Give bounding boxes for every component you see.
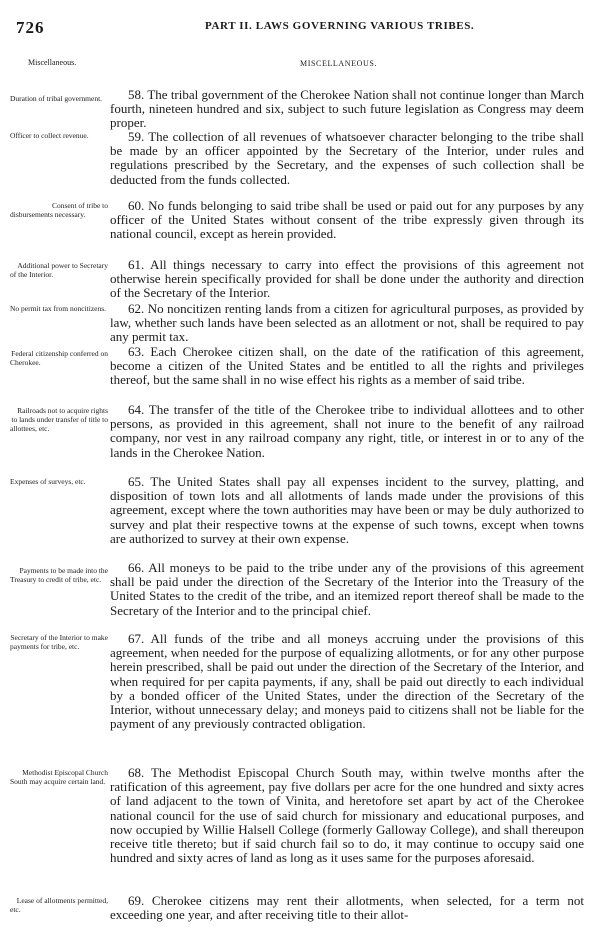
side-note-59: Officer to collect revenue.	[10, 131, 89, 140]
paragraph-68: 68. The Methodist Episcopal Church South may, within twelve months after the ratification of this agreement, pay five dollars per acre for the one hundred and sixty acres of land adjacent to the town of Vinita, and heretofore set apart by act of the Cherokee national council for the use of said church for missionary and educational purposes, and now occupied by Willie Halsell College (formerly Galloway College), and shall thereupon receive title thereto; but if said church fail so to do, it may continue to occupy said one hundred and sixty acres of land as long as it uses same for the purposes aforesaid.	[110, 765, 584, 866]
paragraph-58: 58. The tribal government of the Cherokee Nation shall not continue longer than March fourth, nineteen hundred and six, subject to such future legislation as Congress may deem proper.	[110, 87, 584, 131]
section-heading: MISCELLANEOUS.	[300, 59, 378, 68]
side-note-62: No permit tax from noncitizens.	[10, 304, 107, 313]
side-note-65: Expenses of surveys, etc.	[10, 477, 86, 486]
paragraph-59: 59. The collection of all revenues of whatsoever character belonging to the tribe shall be made by an officer appointed by the Secretary of the Interior, under rules and regulations prescribed by the Secretary, and the expenses of such collection shall be deducted from the funds collected.	[110, 129, 584, 187]
side-note-64: Railroads not to acquire rights to lands under transfer of title to allottees, etc.	[10, 406, 108, 433]
side-note-60: Consent of tribe to disbursements necessary.	[10, 201, 108, 219]
side-note-67: Secretary of the Interior to make payments for tribe, etc.	[10, 633, 108, 651]
paragraph-66: 66. All moneys to be paid to the tribe under any of the provisions of this agreement shall be paid under the direction of the Secretary of the Interior into the Treasury of the United States to the credit of the tribe, and an itemized report thereof shall be made to the Secretary of the Interior and to the principal chief.	[110, 560, 584, 618]
paragraph-61: 61. All things necessary to carry into effect the provisions of this agreement not otherwise herein specifically provided for shall be done under the authority and direction of the Secretary of the Interior.	[110, 257, 584, 301]
side-note-61: Additional power to Secretary of the Interior.	[10, 261, 108, 279]
side-note-63: Federal citizenship conferred on Cherokee.	[10, 349, 108, 367]
paragraph-63: 63. Each Cherokee citizen shall, on the date of the ratification of this agreement, become a citizen of the United States and be entitled to all the rights and privileges thereof, but the same shall in no wise effect his rights as a member of said tribe.	[110, 344, 584, 388]
paragraph-62: 62. No noncitizen renting lands from a citizen for agricultural purposes, as provided by law, whether such lands have been selected as an allotment or not, shall be required to pay any permit tax.	[110, 301, 584, 345]
paragraph-60: 60. No funds belonging to said tribe shall be used or paid out for any purposes by any officer of the United States without consent of the tribe expressly given through its national council, except as herein provided.	[110, 198, 584, 242]
paragraph-64: 64. The transfer of the title of the Cherokee tribe to individual allottees and to other persons, as provided in this agreement, shall not inure to the benefit of any railroad company, nor vest in any railroad company any right, title, or interest in or to any of the lands in the Cherokee Nation.	[110, 402, 584, 460]
paragraph-65: 65. The United States shall pay all expenses incident to the survey, platting, and disposition of town lots and all allotments of lands made under the provisions of this agreement, except where the town authorities may have been or may be duly authorized to survey and plat their respective towns at the expense of such towns, except when towns are authorized to survey at their own expense.	[110, 474, 584, 546]
paragraph-69: 69. Cherokee citizens may rent their allotments, when selected, for a term not exceeding one year, and after receiving title to their allot-	[110, 893, 584, 923]
margin-top-note: Miscellaneous.	[28, 58, 77, 67]
side-note-68: Methodist Episcopal Church South may acquire certain land.	[10, 768, 108, 786]
side-note-66: Payments to be made into the Treasury to credit of tribe, etc.	[10, 566, 108, 584]
page-number: 726	[16, 18, 45, 37]
paragraph-67: 67. All funds of the tribe and all moneys accruing under the provisions of this agreement, when needed for the purpose of equalizing allotments, or for any other purpose herein prescribed, shall be paid out under the direction of the Secretary of the Interior, and when required for per capita payments, if any, shall be paid out directly to each individual by a bonded officer of the United States, under the direction of the Secretary of the Interior, without unnecessary delay; and moneys paid to citizens shall not be liable for the payment of any previously contracted obligation.	[110, 631, 584, 732]
side-note-69: Lease of allotments permitted, etc.	[10, 896, 108, 914]
side-note-58: Duration of tribal government.	[10, 94, 103, 103]
running-head: PART II. LAWS GOVERNING VARIOUS TRIBES.	[205, 20, 475, 32]
